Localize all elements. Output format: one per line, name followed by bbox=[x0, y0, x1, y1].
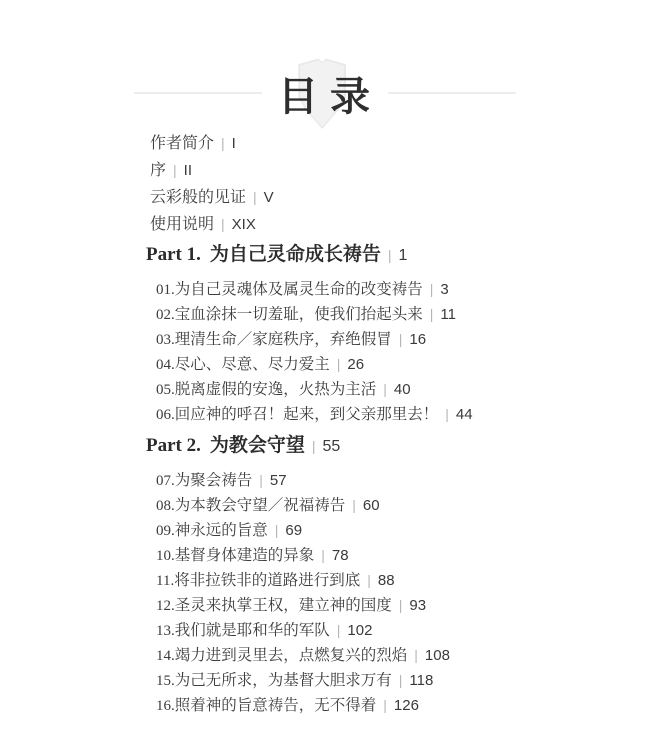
toc-item bbox=[156, 327, 473, 352]
item-number: 08. bbox=[156, 498, 175, 514]
separator: | bbox=[398, 331, 403, 347]
front-matter-item bbox=[150, 184, 274, 211]
item-title: 照着神的旨意祷告，无不得着 bbox=[174, 697, 377, 714]
item-page: 93 bbox=[409, 597, 427, 614]
item-page: 108 bbox=[424, 647, 450, 664]
part-2-items bbox=[156, 468, 450, 718]
item-title: 我们就是耶和华的军队 bbox=[174, 622, 330, 639]
separator: | bbox=[253, 189, 257, 205]
title-wrap bbox=[268, 65, 382, 122]
toc-item bbox=[156, 302, 473, 327]
separator: | bbox=[445, 406, 449, 422]
front-matter-page: II bbox=[183, 162, 192, 179]
part-title: 为教会守望 bbox=[209, 435, 305, 456]
item-title: 为本教会守望／祝福祷告 bbox=[174, 497, 346, 514]
item-page: 102 bbox=[347, 622, 373, 639]
toc-item bbox=[156, 377, 473, 402]
item-number: 10. bbox=[156, 548, 175, 564]
separator: | bbox=[398, 672, 403, 688]
item-title: 理清生命／家庭秩序，弃绝假冒 bbox=[174, 331, 392, 348]
separator: | bbox=[429, 281, 434, 297]
toc-item bbox=[156, 352, 473, 377]
separator: | bbox=[173, 162, 177, 178]
separator: | bbox=[259, 472, 263, 488]
item-page: 57 bbox=[269, 472, 287, 489]
toc-item bbox=[156, 543, 450, 568]
part-page: 1 bbox=[398, 247, 408, 264]
item-number: 12. bbox=[156, 598, 175, 614]
item-page: 118 bbox=[409, 672, 434, 689]
front-matter-list bbox=[150, 130, 274, 238]
toc-item bbox=[156, 568, 450, 593]
item-number: 13. bbox=[156, 623, 175, 639]
toc-item bbox=[156, 693, 450, 718]
title-rule-right bbox=[388, 92, 516, 94]
separator: | bbox=[398, 597, 403, 613]
item-number: 11. bbox=[156, 573, 175, 589]
separator: | bbox=[367, 572, 371, 588]
separator: | bbox=[221, 216, 225, 232]
separator: | bbox=[383, 697, 387, 713]
item-page: 60 bbox=[362, 497, 380, 514]
toc-item bbox=[156, 643, 450, 668]
toc-item bbox=[156, 493, 450, 518]
item-number: 05. bbox=[156, 382, 175, 398]
item-title: 将非拉铁非的道路进行到底 bbox=[174, 572, 361, 589]
toc-item bbox=[156, 618, 450, 643]
item-page: 3 bbox=[440, 281, 449, 298]
part-1-section bbox=[146, 240, 473, 427]
part-label: Part 1. bbox=[146, 244, 201, 265]
item-title: 脱离虚假的安逸，火热为主活 bbox=[174, 381, 377, 398]
item-number: 15. bbox=[156, 673, 175, 689]
item-number: 01. bbox=[156, 282, 175, 298]
front-matter-item bbox=[150, 157, 274, 184]
part-label: Part 2. bbox=[146, 435, 201, 456]
part-2-section bbox=[146, 431, 450, 718]
separator: | bbox=[336, 356, 341, 372]
separator: | bbox=[321, 547, 325, 563]
separator: | bbox=[383, 381, 387, 397]
item-number: 03. bbox=[156, 332, 175, 348]
item-title: 为聚会祷告 bbox=[174, 472, 253, 489]
toc-item bbox=[156, 668, 450, 693]
front-matter-page: I bbox=[231, 135, 236, 152]
item-page: 88 bbox=[377, 572, 395, 589]
front-matter-label: 作者简介 bbox=[150, 135, 215, 152]
front-matter-label: 云彩般的见证 bbox=[150, 189, 247, 206]
item-title: 神永远的旨意 bbox=[174, 522, 268, 539]
front-matter-page: V bbox=[263, 189, 274, 206]
separator: | bbox=[221, 135, 225, 151]
item-page: 26 bbox=[347, 356, 365, 373]
separator: | bbox=[336, 622, 341, 638]
item-number: 16. bbox=[156, 698, 175, 714]
item-number: 09. bbox=[156, 523, 175, 539]
separator: | bbox=[387, 247, 392, 263]
front-matter-item bbox=[150, 211, 274, 238]
front-matter-page: XIX bbox=[231, 216, 256, 233]
item-page: 16 bbox=[409, 331, 427, 348]
item-title: 为己无所求，为基督大胆求万有 bbox=[174, 672, 392, 689]
item-number: 14. bbox=[156, 648, 175, 664]
separator: | bbox=[429, 306, 434, 322]
toc-item bbox=[156, 277, 473, 302]
item-number: 02. bbox=[156, 307, 175, 323]
item-page: 40 bbox=[393, 381, 411, 398]
item-title: 宝血涂抹一切羞耻，使我们抬起头来 bbox=[174, 306, 423, 323]
toc-item bbox=[156, 518, 450, 543]
item-page: 11 bbox=[440, 306, 456, 323]
item-number: 04. bbox=[156, 357, 175, 373]
item-page: 126 bbox=[393, 697, 419, 714]
toc-item bbox=[156, 468, 450, 493]
separator: | bbox=[274, 522, 279, 538]
item-title: 竭力进到灵里去，点燃复兴的烈焰 bbox=[174, 647, 408, 664]
item-number: 06. bbox=[156, 407, 175, 423]
toc-item bbox=[156, 402, 473, 427]
part-1-heading bbox=[146, 240, 473, 271]
item-title: 基督身体建造的异象 bbox=[174, 547, 315, 564]
item-title: 为自己灵魂体及属灵生命的改变祷告 bbox=[174, 281, 423, 298]
item-page: 78 bbox=[331, 547, 349, 564]
item-title: 圣灵来执掌王权，建立神的国度 bbox=[174, 597, 392, 614]
part-page: 55 bbox=[322, 438, 341, 455]
separator: | bbox=[311, 438, 316, 454]
front-matter-label: 使用说明 bbox=[150, 216, 215, 233]
part-1-items bbox=[156, 277, 473, 427]
title-row bbox=[0, 56, 650, 130]
front-matter-label: 序 bbox=[150, 162, 167, 179]
page-title: 目录 bbox=[278, 73, 382, 119]
item-page: 69 bbox=[285, 522, 303, 539]
toc-item bbox=[156, 593, 450, 618]
front-matter-item bbox=[150, 130, 274, 157]
item-title: 回应神的呼召！起来，到父亲那里去！ bbox=[174, 406, 439, 423]
part-title: 为自己灵命成长祷告 bbox=[209, 244, 381, 265]
separator: | bbox=[414, 647, 418, 663]
item-title: 尽心、尽意、尽力爱主 bbox=[174, 356, 330, 373]
item-number: 07. bbox=[156, 473, 175, 489]
separator: | bbox=[352, 497, 356, 513]
part-2-heading bbox=[146, 431, 450, 462]
title-rule-left bbox=[134, 92, 262, 94]
item-page: 44 bbox=[455, 406, 473, 423]
